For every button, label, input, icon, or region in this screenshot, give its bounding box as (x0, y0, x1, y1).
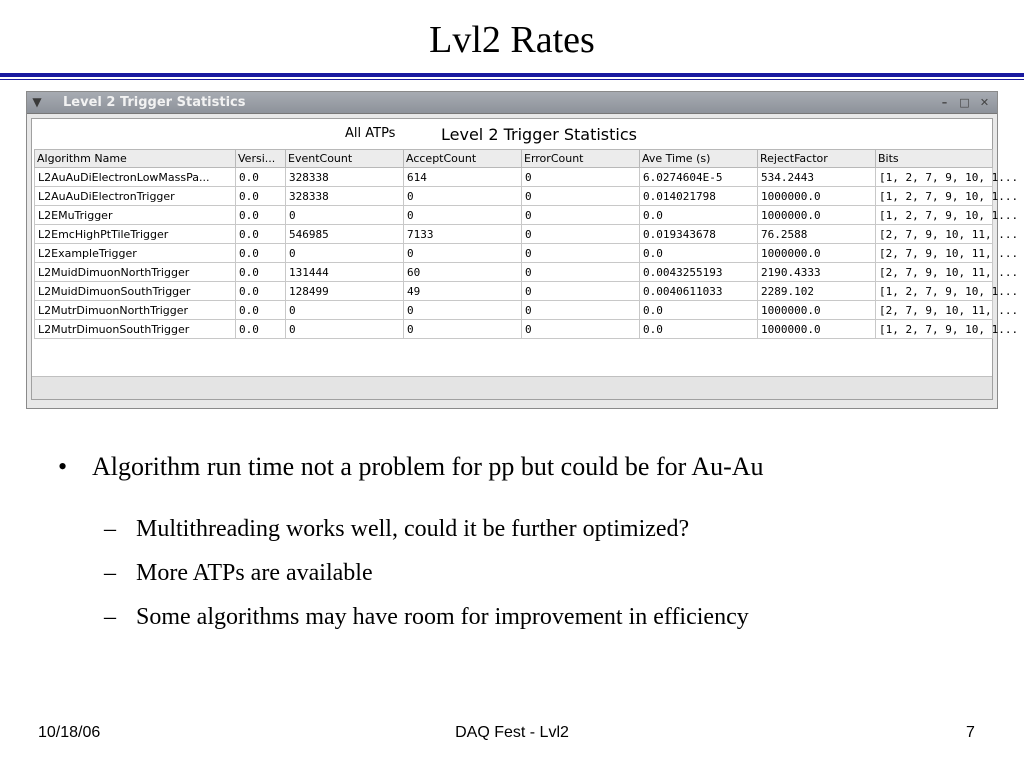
page-number: 7 (966, 724, 975, 741)
table-cell: 0 (404, 244, 522, 263)
table-cell: L2MuidDimuonNorthTrigger (35, 263, 236, 282)
table-cell: 0.0 (640, 301, 758, 320)
minimize-icon[interactable]: – (941, 96, 948, 109)
table-row[interactable] (35, 225, 993, 244)
table-row[interactable] (35, 187, 993, 206)
table-cell: 131444 (286, 263, 404, 282)
dash-icon: – (104, 516, 116, 542)
table-cell: 0 (522, 206, 640, 225)
table-row[interactable] (35, 320, 993, 339)
title-divider-thin (0, 79, 1024, 80)
chevron-down-icon[interactable]: ▼ (32, 95, 42, 109)
table-cell: 60 (404, 263, 522, 282)
panel-title: Level 2 Trigger Statistics (441, 125, 637, 144)
table-cell: [1, 2, 7, 9, 10, 1... (876, 168, 993, 187)
trigger-stats-table (34, 149, 1019, 339)
table-cell: 76.2588 (758, 225, 876, 244)
table-cell: 0.0 (236, 225, 286, 244)
table-cell: 0.0 (640, 206, 758, 225)
table-cell: [1, 2, 7, 9, 10, 1... (876, 282, 993, 301)
table-cell: 534.2443 (758, 168, 876, 187)
table-cell: L2AuAuDiElectronTrigger (35, 187, 236, 206)
table-cell: 0.0 (236, 187, 286, 206)
sub-bullet-text: More ATPs are available (136, 560, 373, 586)
table-cell: 1000000.0 (758, 244, 876, 263)
slide-title: Lvl2 Rates (429, 19, 595, 61)
table-cell: 546985 (286, 225, 404, 244)
column-header[interactable]: EventCount (286, 150, 404, 168)
table-cell: [2, 7, 9, 10, 11, ... (876, 301, 993, 320)
column-header[interactable]: Bits (876, 150, 993, 168)
column-header[interactable]: Ave Time (s) (640, 150, 758, 168)
atp-selector[interactable]: All ATPs (345, 126, 396, 141)
sub-bullet-text: Multithreading works well, could it be further optimized? (136, 516, 690, 542)
column-header[interactable]: ErrorCount (522, 150, 640, 168)
table-cell: 0 (286, 244, 404, 263)
sub-bullet-text: Some algorithms may have room for improvement in efficiency (136, 604, 749, 630)
column-header[interactable]: RejectFactor (758, 150, 876, 168)
table-cell: 0 (522, 320, 640, 339)
table-cell: 128499 (286, 282, 404, 301)
table-cell: 614 (404, 168, 522, 187)
table-row[interactable] (35, 282, 993, 301)
table-cell: 1000000.0 (758, 206, 876, 225)
table-cell: 0.0 (236, 263, 286, 282)
table-cell: 0.0 (236, 320, 286, 339)
dash-icon: – (104, 604, 116, 630)
column-header[interactable]: Algorithm Name (35, 150, 236, 168)
table-cell: 0.014021798 (640, 187, 758, 206)
table-cell: L2MuidDimuonSouthTrigger (35, 282, 236, 301)
table-cell: [1, 2, 7, 9, 10, 1... (876, 206, 993, 225)
table-cell: 0 (286, 320, 404, 339)
table-cell: 328338 (286, 168, 404, 187)
table-cell: 0 (522, 225, 640, 244)
table-cell: [2, 7, 9, 10, 11, ... (876, 263, 993, 282)
trigger-statistics-window (26, 91, 1019, 409)
table-cell: 0 (404, 187, 522, 206)
table-row[interactable] (35, 301, 993, 320)
table-cell: 0.0 (236, 282, 286, 301)
table-row[interactable] (35, 263, 993, 282)
panel-header (32, 123, 992, 147)
column-header[interactable]: Versi... (236, 150, 286, 168)
footer-title: DAQ Fest - Lvl2 (455, 724, 569, 741)
bullet-text: Algorithm run time not a problem for pp but could be for Au-Au (92, 452, 764, 481)
table-cell: 328338 (286, 187, 404, 206)
table-cell: 49 (404, 282, 522, 301)
table-cell: 0 (522, 301, 640, 320)
window-title: Level 2 Trigger Statistics (63, 95, 246, 110)
table-row[interactable] (35, 206, 993, 225)
table-cell: 0 (404, 206, 522, 225)
horizontal-scrollbar[interactable] (32, 376, 992, 399)
window-content (31, 118, 1019, 400)
table-cell: L2EMuTrigger (35, 206, 236, 225)
table-cell: 0 (404, 301, 522, 320)
table-cell: 0.0 (236, 244, 286, 263)
table-cell: L2MutrDimuonNorthTrigger (35, 301, 236, 320)
table-cell: 1000000.0 (758, 320, 876, 339)
table-cell: 0 (522, 282, 640, 301)
bullet-icon: • (58, 452, 68, 481)
window-titlebar[interactable] (27, 92, 997, 114)
table-cell: 0.0 (640, 320, 758, 339)
table-cell: 7133 (404, 225, 522, 244)
table-cell: 0.0 (236, 206, 286, 225)
table-cell: 0.0 (236, 168, 286, 187)
table-cell: 2190.4333 (758, 263, 876, 282)
table-cell: 0 (286, 301, 404, 320)
table-cell: L2ExampleTrigger (35, 244, 236, 263)
footer-date: 10/18/06 (38, 724, 101, 741)
table-cell: [2, 7, 9, 10, 11, ... (876, 244, 993, 263)
table-cell: L2MutrDimuonSouthTrigger (35, 320, 236, 339)
column-header[interactable]: AcceptCount (404, 150, 522, 168)
table-cell: 0.0 (236, 301, 286, 320)
table-cell: 1000000.0 (758, 301, 876, 320)
table-cell: 0 (522, 168, 640, 187)
table-header-row (35, 150, 993, 168)
table-cell: 0 (522, 187, 640, 206)
table-cell: 0.0 (640, 244, 758, 263)
close-icon[interactable]: ✕ (979, 96, 990, 109)
table-cell: 0 (286, 206, 404, 225)
table-cell: 6.0274604E-5 (640, 168, 758, 187)
table-cell: 2289.102 (758, 282, 876, 301)
table-cell: 1000000.0 (758, 187, 876, 206)
dash-icon: – (104, 560, 116, 586)
table-row[interactable] (35, 244, 993, 263)
table-row[interactable] (35, 168, 993, 187)
maximize-icon[interactable]: □ (959, 96, 970, 109)
table-cell: [1, 2, 7, 9, 10, 1... (876, 187, 993, 206)
table-cell: 0 (522, 263, 640, 282)
table-cell: L2EmcHighPtTileTrigger (35, 225, 236, 244)
table-cell: 0 (522, 244, 640, 263)
table-cell: 0.0040611033 (640, 282, 758, 301)
table-cell: L2AuAuDiElectronLowMassPa... (35, 168, 236, 187)
table-cell: 0.0043255193 (640, 263, 758, 282)
table-cell: 0 (404, 320, 522, 339)
title-divider (0, 73, 1024, 77)
table-cell: [1, 2, 7, 9, 10, 1... (876, 320, 993, 339)
table-cell: [2, 7, 9, 10, 11, ... (876, 225, 993, 244)
table-cell: 0.019343678 (640, 225, 758, 244)
